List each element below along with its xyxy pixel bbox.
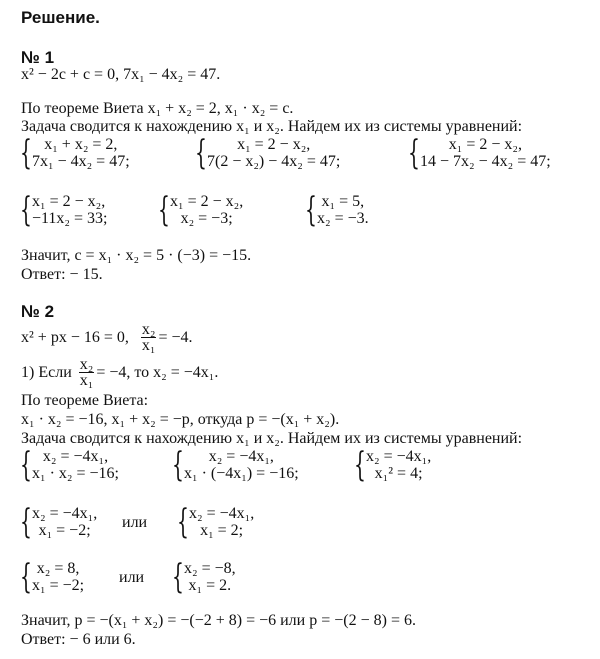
brace-icon: { [354, 445, 366, 485]
fraction [141, 322, 157, 353]
brace-icon: { [20, 502, 32, 542]
p2-system-2 [172, 445, 299, 485]
brace-icon: { [177, 502, 189, 542]
problem-2-vieta: По теореме Виета: [21, 392, 149, 409]
solution-title: Решение. [21, 8, 100, 27]
eq: x₂ = −8, [184, 560, 236, 577]
problem-2-answer: Ответ: − 6 или 6. [21, 631, 136, 648]
or-label: или [122, 514, 148, 531]
eq: x₁ = 2 − x₂, [32, 193, 106, 210]
eq: 7(2 − x₂) − 4x₂ = 47; [207, 153, 341, 170]
brace-icon: { [20, 557, 32, 597]
eq: x₁ = −2; [32, 577, 85, 594]
problem-2-task: Задача сводится к нахождению x₁ и x₂. Найдем их из системы уравнений: [21, 430, 523, 447]
eq: x² + px − 16 = 0, [21, 328, 129, 346]
p2-system-7 [172, 557, 236, 597]
brace-icon: { [305, 190, 317, 230]
p2-system-5 [177, 502, 255, 542]
p1-system-2 [195, 133, 341, 173]
eq: x₁ = 2 − x₂, [170, 193, 244, 210]
brace-icon: { [20, 445, 32, 485]
eq: x₂ = −3. [317, 210, 369, 227]
eq: x₁ = 5, [321, 193, 365, 210]
p1-system-1 [20, 133, 130, 173]
p1-system-5 [158, 190, 244, 230]
eq: −11x₂ = 33; [32, 210, 108, 227]
numerator: x₂ [141, 321, 156, 338]
eq: x₂ = −3; [180, 210, 233, 227]
eq: x₂ = −4x₁, [366, 448, 432, 465]
eq: x₁ = −2; [38, 522, 91, 539]
eq: x₁ + x₂ = 2, [44, 136, 118, 153]
problem-2-conclusion: Значит, p = −(x₁ + x₂) = −(−2 + 8) = −6 или p = −(2 − 8) = 6. [21, 612, 416, 629]
brace-icon: { [20, 133, 32, 173]
eq: x₂ = −4x₁, [208, 448, 274, 465]
eq: = −4. [158, 328, 193, 346]
eq: 14 − 7x₂ − 4x₂ = 47; [420, 153, 551, 170]
eq: x₁ = 2 − x₂, [448, 136, 522, 153]
problem-2-given [21, 322, 193, 353]
p2-system-1 [20, 445, 119, 485]
problem-1-given: x² − 2c + c = 0, 7x₁ − 4x₂ = 47. [21, 66, 221, 83]
p2-system-6 [20, 557, 85, 597]
eq: x₁ = 2; [200, 522, 244, 539]
eq: x₁ = 2 − x₂, [237, 136, 311, 153]
problem-1-conclusion: Значит, c = x₁ · x₂ = 5 · (−3) = −15. [21, 247, 252, 264]
fraction [79, 357, 95, 388]
eq: x₂ = −4x₁, [32, 505, 98, 522]
brace-icon: { [172, 557, 184, 597]
denominator: x₁ [79, 372, 94, 389]
problem-2-heading: № 2 [21, 302, 55, 321]
p1-system-3 [408, 133, 551, 173]
brace-icon: { [158, 190, 170, 230]
text: 1) Если [21, 363, 72, 381]
eq: x₁ = 2. [188, 577, 232, 594]
p1-system-6 [305, 190, 369, 230]
brace-icon: { [195, 133, 207, 173]
p1-system-4 [20, 190, 108, 230]
problem-2-if [21, 357, 218, 388]
problem-1-task: Задача сводится к нахождению x₁ и x₂. Найдем их из системы уравнений: [21, 118, 523, 135]
or-label: или [119, 569, 145, 586]
problem-1-heading: № 1 [21, 48, 55, 67]
problem-1-vieta: По теореме Виета x₁ + x₂ = 2, x₁ · x₂ = c. [21, 100, 294, 117]
eq: x₂ = −4x₁, [189, 505, 255, 522]
brace-icon: { [408, 133, 420, 173]
brace-icon: { [172, 445, 184, 485]
eq: = −4, то x₂ = −4x₁. [96, 363, 219, 381]
problem-2-vieta-eq: x₁ · x₂ = −16, x₁ + x₂ = −p, откуда p = −(x₁ + x₂). [21, 411, 340, 428]
p2-system-4 [20, 502, 98, 542]
eq: x₁ · x₂ = −16; [32, 465, 119, 482]
eq: x₁² = 4; [374, 465, 423, 482]
eq: x₂ = −4x₁, [42, 448, 109, 465]
problem-1-answer: Ответ: − 15. [21, 266, 103, 283]
brace-icon: { [20, 190, 32, 230]
p2-system-3 [354, 445, 432, 485]
numerator: x₂ [79, 356, 94, 373]
denominator: x₁ [141, 337, 156, 354]
eq: x₂ = 8, [36, 560, 80, 577]
eq: x₁ · (−4x₁) = −16; [184, 465, 299, 482]
eq: 7x₁ − 4x₂ = 47; [32, 153, 130, 170]
